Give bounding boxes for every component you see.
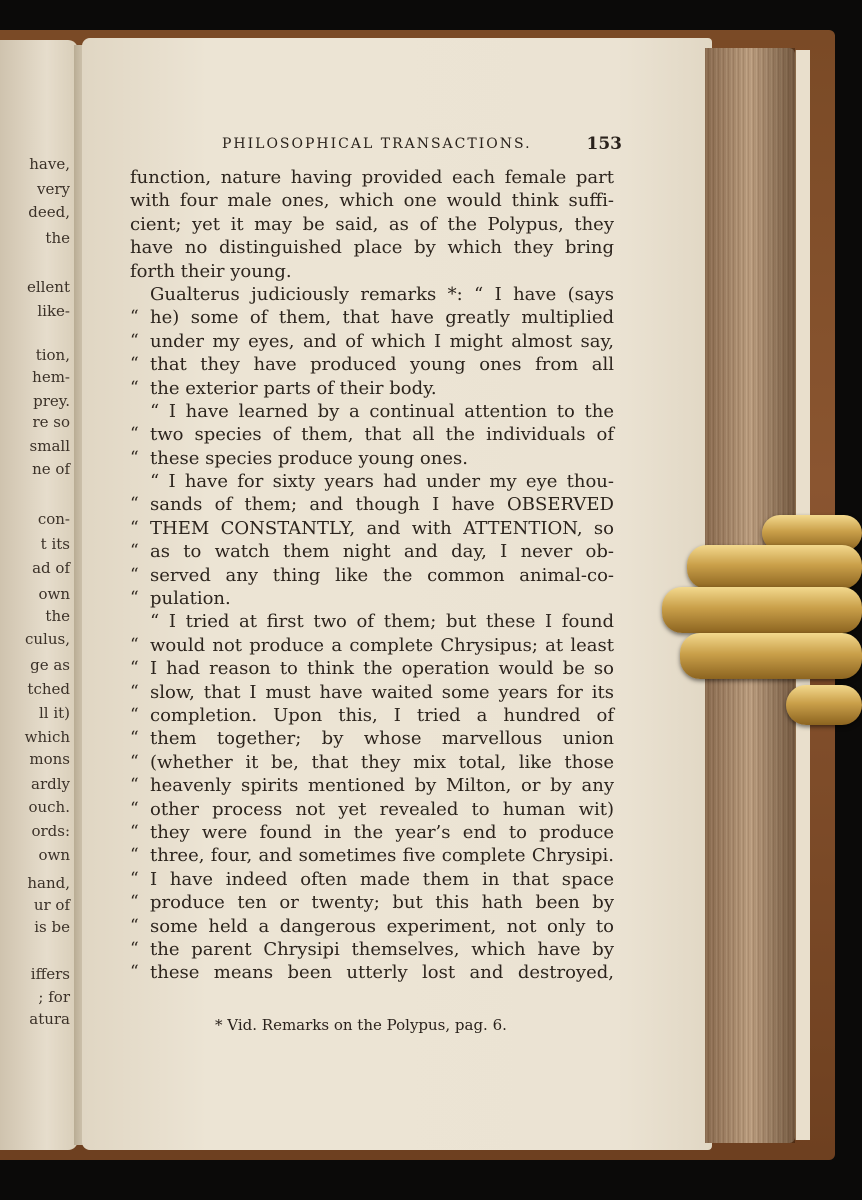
line-text: “ I tried at first two of them; but these I found: [150, 611, 614, 633]
line-quote-mark: “: [130, 962, 139, 983]
left-page-fragment: the: [45, 607, 70, 625]
line-text: would not produce a complete Chrysipus; at least: [150, 634, 614, 656]
line-quote-mark: “: [130, 377, 139, 398]
left-page-fragment: ad of: [32, 559, 70, 577]
line-text: these means been utterly lost and destroyed,: [150, 962, 614, 984]
left-page: [0, 40, 78, 1150]
line-text: slow, that I must have waited some years for its: [150, 681, 614, 703]
line-quote-mark: “: [130, 307, 139, 328]
left-page-fragment: which: [24, 728, 70, 746]
line-quote-mark: “: [130, 658, 139, 679]
line-text: these species produce young ones.: [150, 447, 468, 469]
page-number: 153: [586, 134, 622, 154]
text-line: [130, 493, 614, 516]
line-text: (whether it be, that they mix total, like those: [150, 751, 614, 773]
left-page-fragment: prey.: [33, 392, 70, 410]
footnote: * Vid. Remarks on the Polypus, pag. 6.: [215, 1016, 507, 1034]
text-line: [130, 798, 614, 821]
line-quote-mark: “: [130, 704, 139, 725]
line-text: he) some of them, that have greatly multiplied: [150, 307, 614, 329]
left-page-fragment: own: [38, 585, 70, 603]
line-quote-mark: “: [130, 424, 139, 445]
left-page-fragment: culus,: [25, 630, 70, 648]
text-line: [130, 727, 614, 750]
text-line: [130, 447, 614, 470]
line-quote-mark: “: [130, 494, 139, 515]
line-quote-mark: “: [130, 517, 139, 538]
text-line: [130, 540, 614, 563]
line-text: they were found in the year’s end to produce: [150, 821, 614, 843]
line-text: pulation.: [150, 588, 231, 610]
line-quote-mark: “: [130, 564, 139, 585]
line-text: heavenly spirits mentioned by Milton, or by any: [150, 775, 614, 797]
line-quote-mark: “: [130, 330, 139, 351]
left-page-fragment: very: [37, 180, 70, 198]
text-line: [130, 377, 614, 400]
left-page-fragment: ur of: [33, 896, 70, 914]
left-page-fragment: hem-: [32, 368, 70, 386]
text-line: [130, 236, 614, 259]
left-page-fragment: con-: [37, 510, 70, 528]
line-quote-mark: “: [130, 541, 139, 562]
left-page-fragment: the: [45, 229, 70, 247]
line-text: them together; by whose marvellous union: [150, 728, 614, 750]
finger-2: [687, 545, 862, 589]
text-line: [130, 821, 614, 844]
text-line: [130, 751, 614, 774]
line-text: three, four, and sometimes five complete Chrysipi.: [150, 845, 614, 867]
left-page-fragment: atura: [29, 1010, 70, 1028]
text-line: [130, 844, 614, 867]
line-text: sands of them; and though I have OBSERVED: [150, 494, 614, 516]
left-page-fragment: ords:: [31, 822, 70, 840]
left-page-fragment: mons: [29, 750, 70, 768]
text-line: [130, 166, 614, 189]
line-text: function, nature having provided each female part: [130, 167, 614, 188]
line-text: “ I have learned by a continual attention to the: [150, 400, 614, 422]
text-line: [130, 681, 614, 704]
line-text: I had reason to think the operation would be so: [150, 658, 614, 680]
line-text: with four male ones, which one would think suffi-: [130, 190, 614, 212]
line-text: THEM CONSTANTLY, and with ATTENTION, so: [150, 517, 614, 539]
text-line: [130, 634, 614, 657]
text-line: [130, 891, 614, 914]
line-text: forth their young.: [130, 260, 292, 282]
running-title: PHILOSOPHICAL TRANSACTIONS.: [222, 136, 532, 152]
text-line: [130, 423, 614, 446]
line-text: the exterior parts of their body.: [150, 377, 437, 399]
left-page-fragment: iffers: [30, 965, 70, 983]
left-page-fragment: is be: [34, 918, 70, 936]
left-page-fragment: ne of: [32, 460, 70, 478]
thumb: [786, 685, 862, 725]
left-page-fragment: ll it): [38, 704, 70, 722]
text-line: [130, 938, 614, 961]
line-quote-mark: “: [130, 821, 139, 842]
left-page-fragment: ouch.: [28, 798, 70, 816]
left-page-fragment: ellent: [26, 278, 70, 296]
left-page-fragment: own: [38, 846, 70, 864]
line-quote-mark: “: [130, 728, 139, 749]
page-text: [130, 166, 614, 985]
text-line: [130, 260, 614, 283]
text-line: [130, 587, 614, 610]
text-line: [130, 774, 614, 797]
line-quote-mark: “: [130, 447, 139, 468]
text-line: [130, 868, 614, 891]
text-line: [130, 470, 614, 493]
text-line: [130, 657, 614, 680]
left-page-fragment: t its: [40, 535, 70, 553]
line-text: other process not yet revealed to human wit): [150, 798, 614, 820]
running-head: [222, 136, 622, 158]
line-text: some held a dangerous experiment, not only to: [150, 915, 614, 937]
line-quote-mark: “: [130, 354, 139, 375]
text-line: [130, 564, 614, 587]
line-text: produce ten or twenty; but this hath been by: [150, 892, 614, 914]
line-text: two species of them, that all the individuals of: [150, 424, 614, 446]
text-line: [130, 189, 614, 212]
text-line: [130, 330, 614, 353]
line-quote-mark: “: [130, 845, 139, 866]
text-line: [130, 610, 614, 633]
line-quote-mark: “: [130, 868, 139, 889]
line-quote-mark: “: [130, 588, 139, 609]
left-page-fragment: tion,: [35, 346, 70, 364]
text-line: [130, 400, 614, 423]
left-page-fragment: ardly: [31, 775, 70, 793]
line-quote-mark: “: [130, 775, 139, 796]
text-line: [130, 213, 614, 236]
line-text: completion. Upon this, I tried a hundred of: [150, 704, 614, 726]
text-line: [130, 353, 614, 376]
line-text: as to watch them night and day, I never ob-: [150, 541, 614, 563]
text-line: [130, 915, 614, 938]
left-page-fragment: deed,: [28, 203, 70, 221]
left-page-fragment: ge as: [30, 656, 70, 674]
line-quote-mark: “: [130, 634, 139, 655]
left-page-fragment: have,: [29, 155, 70, 173]
left-page-fragment: ; for: [38, 988, 70, 1006]
left-page-fragment: re so: [32, 413, 70, 431]
left-page-fragment: tched: [27, 680, 70, 698]
text-line: [130, 961, 614, 984]
line-quote-mark: “: [130, 892, 139, 913]
left-page-fragment: small: [29, 437, 70, 455]
line-text: have no distinguished place by which they bring: [130, 237, 614, 259]
line-text: the parent Chrysipi themselves, which have by: [150, 938, 614, 960]
line-quote-mark: “: [130, 798, 139, 819]
line-text: “ I have for sixty years had under my eye thou-: [150, 471, 614, 493]
text-line: [130, 283, 614, 306]
line-quote-mark: “: [130, 938, 139, 959]
line-quote-mark: “: [130, 681, 139, 702]
line-quote-mark: “: [130, 751, 139, 772]
line-text: served any thing like the common animal-co-: [150, 564, 614, 586]
line-text: Gualterus judiciously remarks *: “ I have (says: [150, 283, 614, 305]
line-text: under my eyes, and of which I might almost say,: [150, 330, 614, 352]
finger-3: [662, 587, 862, 633]
text-line: [130, 704, 614, 727]
text-line: [130, 517, 614, 540]
line-quote-mark: “: [130, 915, 139, 936]
finger-4: [680, 633, 862, 679]
line-text: cient; yet it may be said, as of the Polypus, they: [130, 213, 614, 235]
line-text: that they have produced young ones from all: [150, 354, 614, 376]
line-text: I have indeed often made them in that space: [150, 868, 614, 890]
left-page-fragment: hand,: [27, 874, 70, 892]
brass-hand-bookmark: [662, 515, 862, 730]
left-page-fragment: like-: [37, 302, 70, 320]
text-line: [130, 306, 614, 329]
